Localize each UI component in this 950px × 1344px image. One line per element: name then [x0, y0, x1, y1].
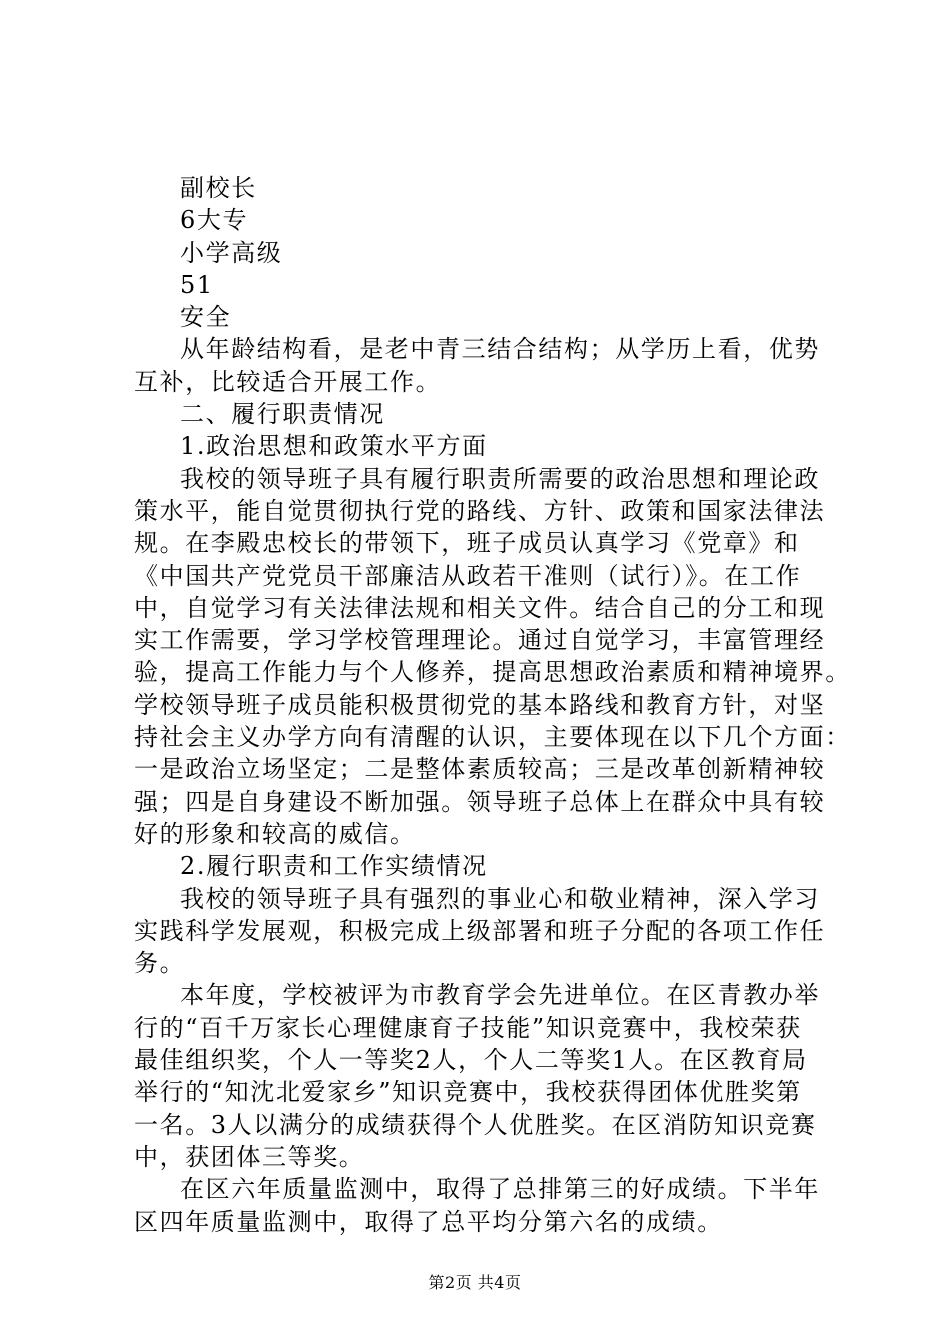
- text-line: 实工作需要，学习学校管理理论。通过自觉学习，丰富管理经: [134, 626, 826, 655]
- text-line: 举行的“知沈北爱家乡”知识竞赛中，我校获得团体优胜奖第: [134, 1078, 802, 1107]
- text-line: 务。: [134, 949, 186, 978]
- text-line: 中，自觉学习有关法律法规和相关文件。结合自己的分工和现: [134, 593, 826, 622]
- text-line: 中，获团体三等奖。: [134, 1142, 365, 1171]
- document-body: [134, 172, 934, 1238]
- text-line: 好的形象和较高的威信。: [134, 819, 416, 848]
- text-line: 从年龄结构看，是老中青三结合结构；从学历上看，优势: [180, 335, 820, 364]
- text-line: 学校领导班子成员能积极贯彻党的基本路线和教育方针，对坚: [134, 690, 826, 719]
- text-line: 实践科学发展观，积极完成上级部署和班子分配的各项工作任: [134, 916, 826, 945]
- text-line: 我校的领导班子具有强烈的事业心和敬业精神，深入学习: [180, 884, 820, 913]
- text-line: 二、履行职责情况: [180, 400, 385, 429]
- text-line: 1.政治思想和政策水平方面: [180, 432, 488, 461]
- text-line: 副校长: [180, 174, 257, 202]
- text-line: 在区六年质量监测中，取得了总排第三的好成绩。下半年: [180, 1175, 820, 1204]
- text-line: 策水平，能自觉贯彻执行党的路线、方针、政策和国家法律法: [134, 496, 826, 525]
- text-line: 规。在李殿忠校长的带领下，班子成员认真学习《党章》和: [134, 529, 800, 558]
- text-line: 验，提高工作能力与个人修养，提高思想政治素质和精神境界。: [134, 658, 851, 687]
- text-line: 小学高级: [180, 238, 283, 267]
- text-line: 行的“百千万家长心理健康育子技能”知识竞赛中，我校荣获: [134, 1013, 802, 1042]
- text-line: 我校的领导班子具有履行职责所需要的政治思想和理论政: [180, 464, 820, 493]
- text-line: 区四年质量监测中，取得了总平均分第六名的成绩。: [134, 1207, 723, 1236]
- text-line: 安全: [180, 303, 232, 332]
- text-line: 持社会主义办学方向有清醒的认识，主要体现在以下几个方面：: [134, 723, 851, 752]
- text-line: 本年度，学校被评为市教育学会先进单位。在区青教办举: [180, 981, 820, 1010]
- text-line: 一是政治立场坚定；二是整体素质较高；三是改革创新精神较: [134, 755, 826, 784]
- text-line: 强；四是自身建设不断加强。领导班子总体上在群众中具有较: [134, 787, 826, 816]
- text-line: 一名。3人以满分的成绩获得个人优胜奖。在区消防知识竞赛: [134, 1110, 817, 1139]
- text-line: 互补，比较适合开展工作。: [134, 367, 442, 396]
- text-line: 51: [180, 270, 214, 299]
- text-line: 2.履行职责和工作实绩情况: [180, 852, 488, 881]
- text-line: 《中国共产党党员干部廉洁从政若干准则（试行）》。在工作: [134, 561, 802, 590]
- text-line: 最佳组织奖，个人一等奖2人，个人二等奖1人。在区教育局: [134, 1046, 808, 1075]
- text-line: 6大专: [180, 206, 249, 235]
- page-footer: 第2页 共4页: [428, 1273, 522, 1292]
